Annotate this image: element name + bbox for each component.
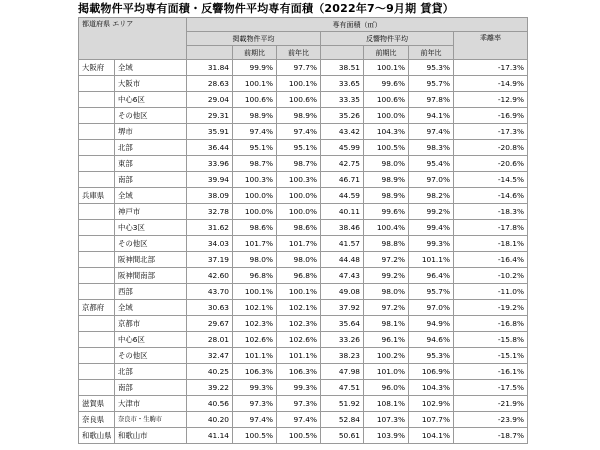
listing-avg-cell: 35.91 [187,124,233,140]
response-avg-cell: 47.51 [321,380,364,396]
response-prev-y-cell: 95.3% [409,348,454,364]
listing-prev-y-cell: 101.7% [277,236,321,252]
listing-prev-q-cell: 97.3% [233,396,277,412]
response-prev-y-cell: 99.4% [409,220,454,236]
listing-avg-cell: 31.84 [187,60,233,76]
listing-prev-q-cell: 100.6% [233,92,277,108]
table-row [79,140,528,156]
response-prev-q-cell: 98.0% [364,156,409,172]
listing-avg-cell: 41.14 [187,428,233,444]
table-row [79,364,528,380]
listing-prev-q-cell: 95.1% [233,140,277,156]
listing-prev-q-cell: 100.1% [233,284,277,300]
listing-prev-y-cell: 97.3% [277,396,321,412]
listing-avg-cell: 28.01 [187,332,233,348]
listing-prev-q-cell: 96.8% [233,268,277,284]
header-response-avg [321,46,364,60]
response-prev-q-cell: 108.1% [364,396,409,412]
gap-rate-cell: -18.3% [454,204,528,220]
prefecture-cell [79,124,115,140]
listing-avg-cell: 29.31 [187,108,233,124]
area-cell: 全域 [115,60,187,76]
prefecture-cell [79,156,115,172]
listing-prev-q-cell: 97.4% [233,124,277,140]
listing-avg-cell: 42.60 [187,268,233,284]
table-row [79,412,528,428]
listing-prev-q-cell: 100.1% [233,76,277,92]
listing-prev-q-cell: 106.3% [233,364,277,380]
listing-prev-y-cell: 106.3% [277,364,321,380]
response-avg-cell: 40.11 [321,204,364,220]
area-cell: 全域 [115,300,187,316]
response-prev-y-cell: 97.0% [409,300,454,316]
response-prev-q-cell: 97.2% [364,300,409,316]
listing-prev-y-cell: 100.0% [277,188,321,204]
listing-avg-cell: 28.63 [187,76,233,92]
listing-prev-q-cell: 98.0% [233,252,277,268]
header-listing-avg [187,46,233,60]
table-body [79,60,528,444]
response-prev-q-cell: 101.0% [364,364,409,380]
listing-prev-q-cell: 99.3% [233,380,277,396]
listing-prev-y-cell: 100.1% [277,76,321,92]
listing-prev-y-cell: 98.7% [277,156,321,172]
listing-prev-q-cell: 99.9% [233,60,277,76]
prefecture-cell [79,332,115,348]
table-row [79,316,528,332]
listing-prev-q-cell: 100.0% [233,188,277,204]
area-cell: 和歌山市 [115,428,187,444]
header-gap: 乖離率 [454,32,528,60]
table-row [79,396,528,412]
gap-rate-cell: -17.5% [454,380,528,396]
gap-rate-cell: -20.6% [454,156,528,172]
response-prev-y-cell: 95.4% [409,156,454,172]
header-listing: 掲載物件平均 [187,32,321,46]
header-listing-prev-q: 前期比 [233,46,277,60]
listing-avg-cell: 32.78 [187,204,233,220]
header-response-prev-q: 前期比 [364,46,409,60]
prefecture-cell [79,268,115,284]
response-avg-cell: 47.98 [321,364,364,380]
response-prev-q-cell: 99.6% [364,204,409,220]
area-cell: 南部 [115,172,187,188]
response-prev-q-cell: 100.1% [364,60,409,76]
area-cell: 中心3区 [115,220,187,236]
gap-rate-cell: -16.9% [454,108,528,124]
response-avg-cell: 45.99 [321,140,364,156]
response-prev-q-cell: 107.3% [364,412,409,428]
table-row [79,76,528,92]
gap-rate-cell: -19.2% [454,300,528,316]
listing-avg-cell: 39.94 [187,172,233,188]
area-cell: 中心6区 [115,92,187,108]
listing-prev-y-cell: 100.3% [277,172,321,188]
gap-rate-cell: -15.8% [454,332,528,348]
response-prev-y-cell: 98.3% [409,140,454,156]
listing-prev-q-cell: 102.6% [233,332,277,348]
listing-prev-y-cell: 98.0% [277,252,321,268]
table-row [79,380,528,396]
response-avg-cell: 33.65 [321,76,364,92]
listing-avg-cell: 36.44 [187,140,233,156]
response-avg-cell: 50.61 [321,428,364,444]
listing-prev-q-cell: 102.3% [233,316,277,332]
gap-rate-cell: -20.8% [454,140,528,156]
response-avg-cell: 49.08 [321,284,364,300]
gap-rate-cell: -17.3% [454,124,528,140]
area-cell: 西部 [115,284,187,300]
listing-avg-cell: 29.67 [187,316,233,332]
page-title: 掲載物件平均専有面積・反響物件平均専有面積（2022年7～9月期 賃貸） [78,2,454,15]
response-avg-cell: 47.43 [321,268,364,284]
prefecture-cell [79,348,115,364]
gap-rate-cell: -11.0% [454,284,528,300]
prefecture-cell: 和歌山県 [79,428,115,444]
response-prev-q-cell: 100.4% [364,220,409,236]
gap-rate-cell: -21.9% [454,396,528,412]
table-row [79,348,528,364]
table-row [79,172,528,188]
response-avg-cell: 44.59 [321,188,364,204]
response-avg-cell: 37.92 [321,300,364,316]
table-row [79,428,528,444]
response-prev-q-cell: 100.5% [364,140,409,156]
response-avg-cell: 41.57 [321,236,364,252]
response-prev-y-cell: 104.3% [409,380,454,396]
response-prev-y-cell: 94.6% [409,332,454,348]
gap-rate-cell: -15.1% [454,348,528,364]
listing-avg-cell: 39.22 [187,380,233,396]
gap-rate-cell: -12.9% [454,92,528,108]
area-cell: 奈良市・生駒市 [115,412,187,428]
listing-prev-y-cell: 96.8% [277,268,321,284]
listing-prev-y-cell: 100.0% [277,204,321,220]
prefecture-cell: 大阪府 [79,60,115,76]
listing-avg-cell: 40.25 [187,364,233,380]
table-row [79,300,528,316]
listing-prev-y-cell: 98.6% [277,220,321,236]
table-row [79,60,528,76]
listing-prev-q-cell: 98.9% [233,108,277,124]
response-prev-q-cell: 96.0% [364,380,409,396]
listing-avg-cell: 40.20 [187,412,233,428]
table-row [79,204,528,220]
table-row [79,156,528,172]
area-cell: 大阪市 [115,76,187,92]
listing-prev-q-cell: 101.7% [233,236,277,252]
listing-avg-cell: 31.62 [187,220,233,236]
listing-prev-y-cell: 97.4% [277,124,321,140]
area-cell: 阪神間南部 [115,268,187,284]
listing-prev-q-cell: 101.1% [233,348,277,364]
response-avg-cell: 33.35 [321,92,364,108]
listing-prev-q-cell: 100.5% [233,428,277,444]
response-avg-cell: 44.48 [321,252,364,268]
listing-prev-y-cell: 100.1% [277,284,321,300]
response-avg-cell: 38.46 [321,220,364,236]
gap-rate-cell: -14.6% [454,188,528,204]
table-row [79,252,528,268]
area-cell: 京都市 [115,316,187,332]
listing-prev-q-cell: 98.7% [233,156,277,172]
prefecture-cell [79,92,115,108]
listing-prev-q-cell: 97.4% [233,412,277,428]
response-avg-cell: 35.64 [321,316,364,332]
area-cell: 神戸市 [115,204,187,220]
gap-rate-cell: -17.3% [454,60,528,76]
response-prev-q-cell: 104.3% [364,124,409,140]
area-cell: 阪神間北部 [115,252,187,268]
header-response-prev-y: 前年比 [409,46,454,60]
listing-avg-cell: 30.63 [187,300,233,316]
prefecture-cell [79,252,115,268]
prefecture-cell [79,172,115,188]
area-cell: 全域 [115,188,187,204]
listing-prev-y-cell: 99.3% [277,380,321,396]
gap-rate-cell: -10.2% [454,268,528,284]
area-cell: 東部 [115,156,187,172]
table-row [79,268,528,284]
response-prev-q-cell: 96.1% [364,332,409,348]
response-prev-y-cell: 98.2% [409,188,454,204]
response-prev-y-cell: 95.7% [409,284,454,300]
prefecture-cell: 兵庫県 [79,188,115,204]
response-prev-q-cell: 103.9% [364,428,409,444]
response-prev-y-cell: 97.0% [409,172,454,188]
response-prev-y-cell: 97.4% [409,124,454,140]
header-region: 都道府県 エリア [79,18,187,60]
response-prev-y-cell: 99.2% [409,204,454,220]
prefecture-cell [79,220,115,236]
response-prev-y-cell: 107.7% [409,412,454,428]
table-row [79,220,528,236]
response-prev-y-cell: 104.1% [409,428,454,444]
area-cell: その他区 [115,348,187,364]
table-row [79,236,528,252]
listing-prev-q-cell: 100.3% [233,172,277,188]
gap-rate-cell: -23.9% [454,412,528,428]
gap-rate-cell: -16.1% [454,364,528,380]
gap-rate-cell: -16.8% [454,316,528,332]
response-prev-q-cell: 98.9% [364,188,409,204]
prefecture-cell [79,236,115,252]
gap-rate-cell: -16.4% [454,252,528,268]
response-prev-y-cell: 99.3% [409,236,454,252]
gap-rate-cell: -17.8% [454,220,528,236]
prefecture-cell [79,380,115,396]
listing-prev-y-cell: 100.5% [277,428,321,444]
listing-avg-cell: 38.09 [187,188,233,204]
listing-prev-q-cell: 102.1% [233,300,277,316]
prefecture-cell: 滋賀県 [79,396,115,412]
area-cell: 中心6区 [115,332,187,348]
area-cell: 北部 [115,364,187,380]
table-row [79,124,528,140]
listing-avg-cell: 32.47 [187,348,233,364]
area-cell: 北部 [115,140,187,156]
header-response: 反響物件平均 [321,32,454,46]
listing-prev-y-cell: 102.3% [277,316,321,332]
listing-avg-cell: 43.70 [187,284,233,300]
area-table [78,17,528,444]
response-prev-q-cell: 98.1% [364,316,409,332]
table-row [79,108,528,124]
response-prev-q-cell: 98.9% [364,172,409,188]
response-prev-q-cell: 99.6% [364,76,409,92]
response-avg-cell: 38.23 [321,348,364,364]
response-avg-cell: 46.71 [321,172,364,188]
listing-prev-y-cell: 102.6% [277,332,321,348]
response-avg-cell: 33.26 [321,332,364,348]
response-prev-q-cell: 100.0% [364,108,409,124]
table-row [79,284,528,300]
response-prev-y-cell: 97.8% [409,92,454,108]
listing-prev-y-cell: 98.9% [277,108,321,124]
prefecture-cell [79,108,115,124]
listing-prev-y-cell: 95.1% [277,140,321,156]
area-cell: 大津市 [115,396,187,412]
prefecture-cell [79,140,115,156]
listing-prev-y-cell: 97.4% [277,412,321,428]
prefecture-cell [79,76,115,92]
response-prev-y-cell: 95.7% [409,76,454,92]
response-prev-q-cell: 100.6% [364,92,409,108]
response-avg-cell: 38.51 [321,60,364,76]
response-avg-cell: 42.75 [321,156,364,172]
listing-prev-y-cell: 102.1% [277,300,321,316]
listing-prev-y-cell: 101.1% [277,348,321,364]
response-prev-y-cell: 94.1% [409,108,454,124]
response-avg-cell: 35.26 [321,108,364,124]
listing-prev-q-cell: 100.0% [233,204,277,220]
listing-avg-cell: 40.56 [187,396,233,412]
response-avg-cell: 51.92 [321,396,364,412]
listing-avg-cell: 33.96 [187,156,233,172]
area-cell: その他区 [115,236,187,252]
response-prev-q-cell: 98.0% [364,284,409,300]
gap-rate-cell: -14.9% [454,76,528,92]
gap-rate-cell: -18.1% [454,236,528,252]
listing-avg-cell: 37.19 [187,252,233,268]
area-cell: その他区 [115,108,187,124]
listing-prev-q-cell: 98.6% [233,220,277,236]
header-listing-prev-y: 前年比 [277,46,321,60]
response-prev-q-cell: 98.8% [364,236,409,252]
listing-avg-cell: 34.03 [187,236,233,252]
response-prev-y-cell: 101.1% [409,252,454,268]
gap-rate-cell: -18.7% [454,428,528,444]
table-row [79,188,528,204]
table-row [79,92,528,108]
response-prev-y-cell: 96.4% [409,268,454,284]
prefecture-cell [79,316,115,332]
response-prev-y-cell: 95.3% [409,60,454,76]
response-prev-y-cell: 102.9% [409,396,454,412]
response-prev-q-cell: 100.2% [364,348,409,364]
response-prev-q-cell: 99.2% [364,268,409,284]
response-avg-cell: 43.42 [321,124,364,140]
table-row [79,332,528,348]
prefecture-cell [79,364,115,380]
response-avg-cell: 52.84 [321,412,364,428]
response-prev-y-cell: 106.9% [409,364,454,380]
prefecture-cell [79,284,115,300]
listing-prev-y-cell: 97.7% [277,60,321,76]
response-prev-q-cell: 97.2% [364,252,409,268]
header-area: 専有面積（㎡） [187,18,528,32]
listing-avg-cell: 29.04 [187,92,233,108]
table-header [79,18,528,60]
area-cell: 南部 [115,380,187,396]
listing-prev-y-cell: 100.6% [277,92,321,108]
prefecture-cell [79,204,115,220]
area-cell: 堺市 [115,124,187,140]
gap-rate-cell: -14.5% [454,172,528,188]
prefecture-cell: 奈良県 [79,412,115,428]
prefecture-cell: 京都府 [79,300,115,316]
response-prev-y-cell: 94.9% [409,316,454,332]
